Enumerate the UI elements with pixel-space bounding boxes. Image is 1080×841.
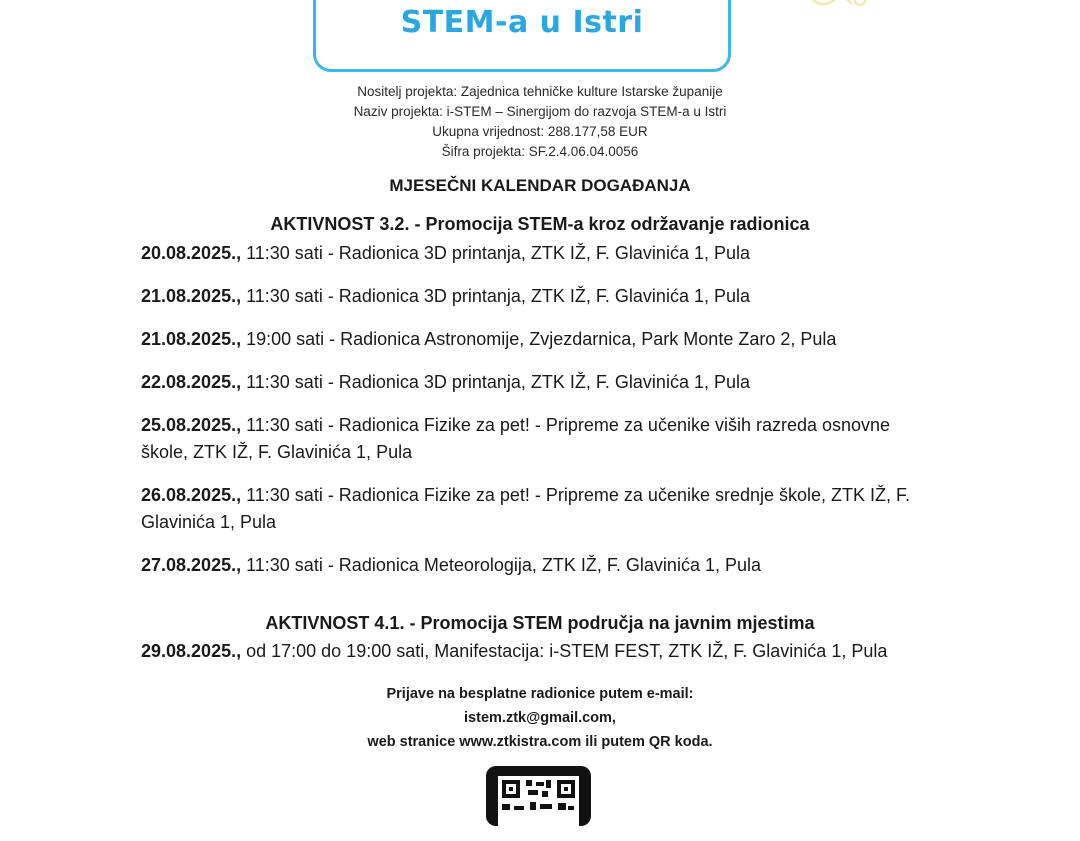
event-date: 22.08.2025.,	[141, 372, 242, 392]
event-item	[141, 482, 941, 536]
project-holder: Nositelj projekta: Zajednica tehničke kulture Istarske županije	[357, 84, 723, 99]
event-item	[141, 369, 941, 396]
decorative-sun-icon	[800, 0, 880, 12]
project-name: Naziv projekta: i-STEM – Sinergijom do razvoja STEM-a u Istri	[353, 104, 727, 119]
event-date: 20.08.2025.,	[141, 243, 242, 263]
project-code: Šifra projekta: SF.2.4.06.04.0056	[441, 144, 639, 159]
event-item	[141, 283, 941, 310]
event-date: 26.08.2025.,	[141, 485, 242, 505]
registration-line: Prijave na besplatne radionice putem e-mail:	[386, 686, 694, 702]
calendar-title: MJESEČNI KALENDAR DOGAĐANJA	[389, 176, 691, 195]
event-text: 11:30 sati - Radionica Fizike za pet! - Pripreme za učenike viših razreda osnovne škole, ZTK IŽ, F. Glavinića 1, Pula	[141, 415, 891, 462]
event-text: 11:30 sati - Radionica Fizike za pet! - Pripreme za učenike srednje škole, ZTK IŽ, F. Glavinića 1, Pula	[141, 485, 911, 532]
event-text: 11:30 sati - Radionica 3D printanja, ZTK IŽ, F. Glavinića 1, Pula	[241, 243, 750, 263]
registration-email[interactable]: istem.ztk@gmail.com,	[464, 710, 616, 726]
logo-text: STEM-a u Istri	[400, 5, 644, 40]
event-text: od 17:00 do 19:00 sati, Manifestacija: i-STEM FEST, ZTK IŽ, F. Glavinića 1, Pula	[241, 641, 888, 661]
activity-heading-3-2: AKTIVNOST 3.2. - Promocija STEM-a kroz održavanje radionica	[270, 214, 810, 234]
logo-frame	[313, 0, 731, 72]
event-item	[141, 552, 941, 579]
event-item	[141, 638, 941, 665]
qr-pattern-icon	[498, 776, 579, 836]
event-date: 21.08.2025.,	[141, 329, 242, 349]
project-value: Ukupna vrijednost: 288.177,58 EUR	[432, 124, 648, 139]
event-item	[141, 326, 941, 353]
event-text: 19:00 sati - Radionica Astronomije, Zvjezdarnica, Park Monte Zaro 2, Pula	[241, 329, 837, 349]
event-text: 11:30 sati - Radionica 3D printanja, ZTK IŽ, F. Glavinića 1, Pula	[241, 286, 750, 306]
event-date: 29.08.2025.,	[141, 641, 242, 661]
event-date: 25.08.2025.,	[141, 415, 242, 435]
activity-heading-4-1: AKTIVNOST 4.1. - Promocija STEM područja na javnim mjestima	[265, 613, 815, 633]
event-date: 21.08.2025.,	[141, 286, 242, 306]
event-text: 11:30 sati - Radionica Meteorologija, ZTK IŽ, F. Glavinića 1, Pula	[241, 555, 761, 575]
event-date: 27.08.2025.,	[141, 555, 242, 575]
registration-info	[0, 682, 1080, 754]
event-item	[141, 240, 941, 267]
event-text: 11:30 sati - Radionica 3D printanja, ZTK IŽ, F. Glavinića 1, Pula	[241, 372, 750, 392]
project-info	[0, 82, 1080, 162]
registration-web[interactable]: web stranice www.ztkistra.com ili putem QR koda.	[367, 734, 713, 750]
event-item	[141, 412, 941, 466]
qr-code[interactable]	[486, 766, 591, 826]
